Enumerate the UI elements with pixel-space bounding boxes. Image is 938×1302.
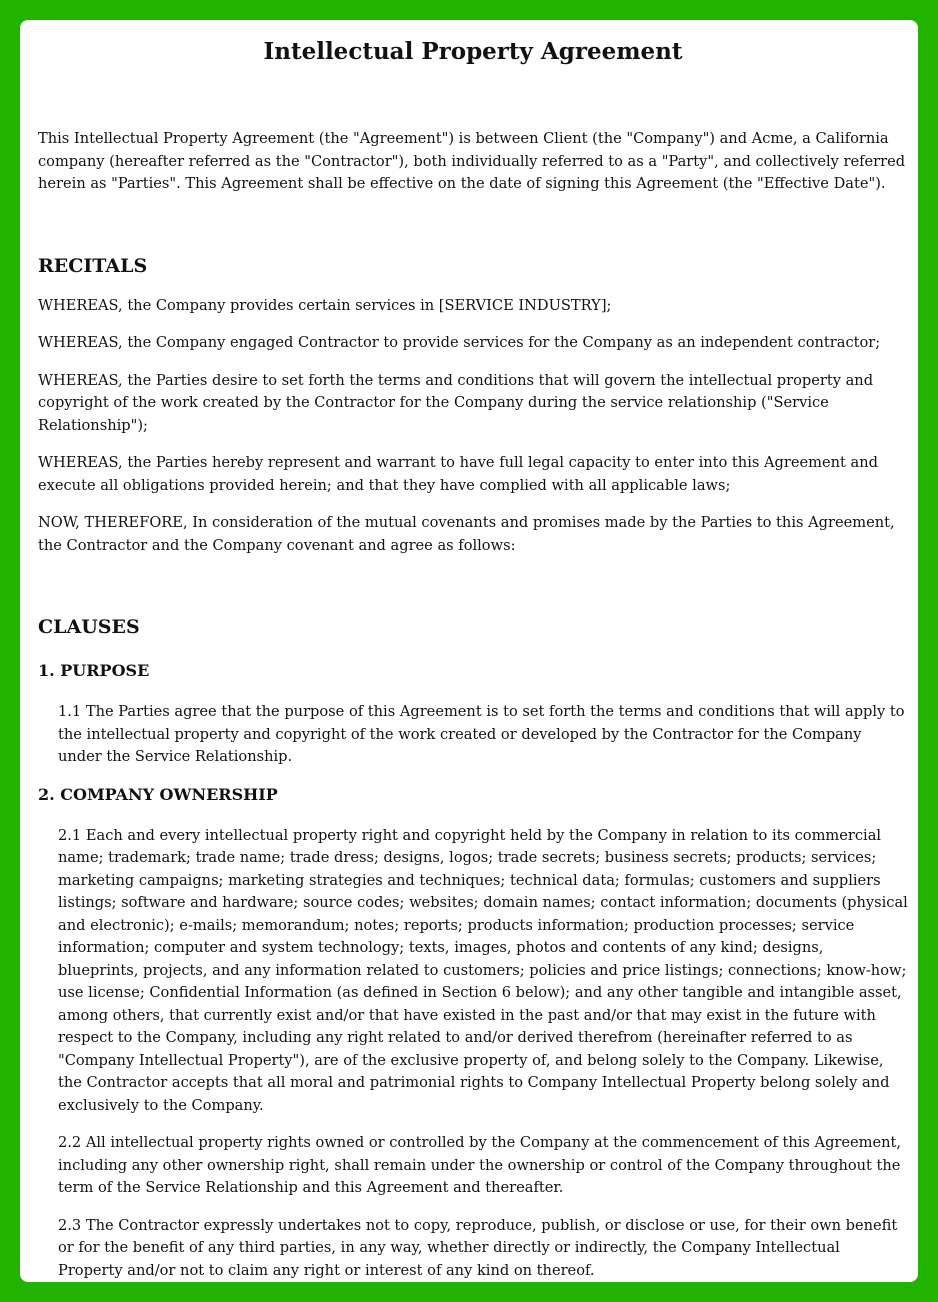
clause-paragraph: 1.1 The Parties agree that the purpose of this Agreement is to set forth the terms and conditions that will apply to the intellectual property and copyright of the work created or developed by the Contractor for the Company under the Service Relationship. <box>58 703 905 765</box>
document-page <box>20 20 918 1282</box>
recital-paragraph: WHEREAS, the Parties hereby represent and warrant to have full legal capacity to enter into this Agreement and execute all obligations provided herein; and that they have complied with all applicable laws; <box>38 454 878 494</box>
clause-paragraph: 2.1 Each and every intellectual property right and copyright held by the Company in relation to its commercial name; trademark; trade name; trade dress; designs, logos; trade secrets; business secrets; products; services; marketing campaigns; marketing strategies and techniques; technical data; formulas; customers and suppliers listings; software and hardware; source codes; websites; domain names; contact information; documents (physical and electronic); e-mails; memorandum; notes; reports; products information; production processes; service information; computer and system technology; texts, images, photos and contents of any kind; designs, blueprints, projects, and any information related to customers; policies and price listings; connections; know-how; use license; Confidential Information (as defined in Section 6 below); and any other tangible and intangible asset, among others, that currently exist and/or that have existed in the past and/or that may exist in the future with respect to the Company, including any right related to and/or derived therefrom (hereinafter referred to as "Company Intellectual Property"), are of the exclusive property of, and belong solely to the Company. Likewise, the Contractor accepts that all moral and patrimonial rights to Company Intellectual Property belong solely and exclusively to the Company. <box>58 826 908 1114</box>
clauses-heading: CLAUSES <box>38 616 140 638</box>
recital-paragraph: WHEREAS, the Company provides certain services in [SERVICE INDUSTRY]; <box>38 296 612 314</box>
recital-paragraph: WHEREAS, the Parties desire to set forth the terms and conditions that will govern the intellectual property and copyright of the work created by the Contractor for the Company during the service relationship ("Service Relationship"); <box>38 371 874 434</box>
section-heading-purpose: 1. PURPOSE <box>38 661 150 680</box>
clause-paragraph: 2.2 All intellectual property rights owned or controlled by the Company at the commencement of this Agreement, including any other ownership right, shall remain under the ownership or control of the Company throughout the term of the Service Relationship and this Agreement and thereafter. <box>58 1134 902 1196</box>
recitals-heading: RECITALS <box>38 254 148 277</box>
recital-paragraph: NOW, THEREFORE, In consideration of the mutual covenants and promises made by the Parties to this Agreement, the Contractor and the Company covenant and agree as follows: <box>38 514 895 554</box>
clause-paragraph: 2.3 The Contractor expressly undertakes not to copy, reproduce, publish, or disclose or use, for their own benefit or for the benefit of any third parties, in any way, whether directly or indirectly, the Company Intellectual Property and/or not to claim any right or interest of any kind on thereof. <box>58 1216 898 1279</box>
document-title: Intellectual Property Agreement <box>263 38 683 65</box>
intro-paragraph: This Intellectual Property Agreement (the "Agreement") is between Client (the "Company") and Acme, a California company (hereafter referred as the "Contractor"), both individually referred to as a "Party", and collectively referred herein as "Parties". This Agreement shall be effective on the date of signing this Agreement (the "Effective Date"). <box>38 130 906 192</box>
recital-paragraph: WHEREAS, the Company engaged Contractor to provide services for the Company as an independent contractor; <box>38 334 881 351</box>
section-heading-company-ownership: 2. COMPANY OWNERSHIP <box>38 784 278 804</box>
